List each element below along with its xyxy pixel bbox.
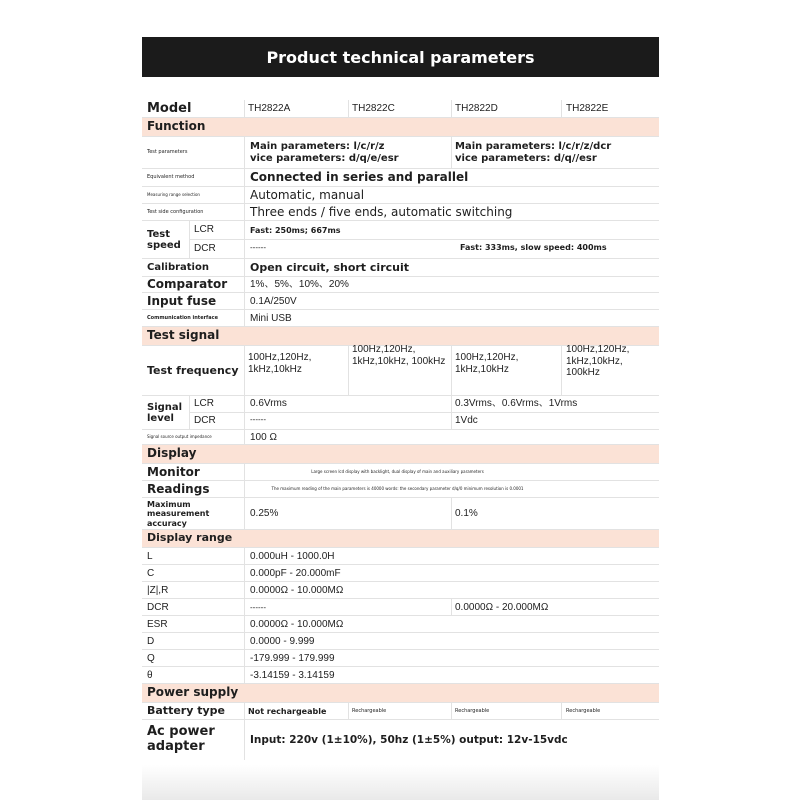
section-display-range [142,530,659,548]
test-parameters-right-main: Main parameters: l/c/r/z/dcr [455,141,612,152]
output-impedance-label: Signal source output impedance [147,434,212,440]
readings-value: The maximum reading of the main parameters is 40000 words: the secondary parameter d/q/0 minimum resolution is 0.0001 [271,486,524,492]
row-test-speed [142,221,659,259]
test-frequency-label: Test frequency [147,363,239,377]
display-range-value-right: 0.0000Ω - 20.000MΩ [455,601,549,613]
signal-level-dcr-label: DCR [194,415,216,426]
row-communication [142,310,659,327]
monitor-value: Large screen lcd display with backlight, dual display of main and auxiliary parameters [311,469,484,475]
signal-level-lcr-left: 0.6Vrms [250,398,287,409]
display-range-value: ------ [250,602,266,612]
display-range-row [142,565,659,582]
signal-level-dcr-left: ------ [250,415,266,424]
row-readings [142,481,659,498]
test-parameters-right-vice: vice parameters: d/q//esr [455,153,597,164]
battery-type-d: Rechargeable [455,707,490,714]
test-parameters-label: Test parameters [147,149,188,156]
section-power-supply-title: Power supply [147,685,239,700]
display-range-row [142,582,659,599]
bottom-fade [142,765,659,800]
test-parameters-left-main: Main parameters: l/c/r/z [250,141,385,152]
model-th2822c: TH2822C [352,103,395,115]
test-speed-dcr-label: DCR [194,243,216,254]
row-test-side [142,204,659,221]
row-max-accuracy [142,498,659,530]
calibration-value: Open circuit, short circuit [250,260,409,274]
row-ac-adapter [142,720,659,760]
test-frequency-e: 100Hz,120Hz, 1kHz,10kHz, 100kHz [566,344,630,378]
test-speed-lcr-label: LCR [194,224,215,235]
row-calibration [142,259,659,277]
test-speed-lcr-value: Fast: 250ms; 667ms [250,226,341,235]
display-range-row [142,599,659,616]
input-fuse-value: 0.1A/250V [250,295,297,307]
section-function-title: Function [147,119,206,134]
row-output-impedance [142,430,659,445]
signal-level-label: Signal level [147,401,183,424]
display-range-label: Q [147,652,155,664]
test-speed-label: Test speed [147,228,181,251]
ac-adapter-label: Ac power adapter [147,724,215,754]
section-display [142,445,659,464]
display-range-row [142,633,659,650]
section-function [142,118,659,137]
monitor-label: Monitor [147,464,200,479]
section-test-signal-title: Test signal [147,328,220,343]
row-monitor [142,464,659,481]
model-th2822d: TH2822D [455,103,498,115]
display-range-value: -3.14159 - 3.14159 [250,669,335,681]
display-range-value: 0.0000Ω - 10.000MΩ [250,584,344,596]
display-range-label: θ [147,669,153,681]
signal-level-dcr-right: 1Vdc [455,415,478,426]
battery-type-c: Rechargeable [352,707,387,714]
display-range-label: ESR [147,618,168,630]
range-selection-value: Automatic, manual [250,187,365,202]
spec-table [142,100,659,760]
model-th2822a: TH2822A [248,103,291,115]
test-frequency-c: 100Hz,120Hz, 1kHz,10kHz, 100kHz [352,344,446,367]
communication-label: Communication interface [147,314,218,321]
display-range-value: 0.0000 - 9.999 [250,635,315,647]
display-range-row [142,650,659,667]
test-frequency-d: 100Hz,120Hz, 1kHz,10kHz [455,352,519,375]
output-impedance-value: 100 Ω [250,431,277,443]
test-parameters-left-vice: vice parameters: d/q/e/esr [250,153,399,164]
readings-label: Readings [147,481,210,496]
max-accuracy-right: 0.1% [455,508,478,520]
display-range-value: 0.000uH - 1000.0H [250,550,335,562]
signal-level-lcr-right: 0.3Vrms、0.6Vrms、1Vrms [455,398,578,409]
input-fuse-label: Input fuse [147,293,217,308]
row-range-selection [142,187,659,204]
test-frequency-a: 100Hz,120Hz, 1kHz,10kHz [248,352,312,375]
section-display-range-title: Display range [147,531,233,545]
display-range-row [142,548,659,565]
display-range-value: 0.0000Ω - 10.000MΩ [250,618,344,630]
model-label: Model [147,100,192,116]
display-range-value: 0.000pF - 20.000mF [250,567,341,579]
row-test-frequency [142,346,659,396]
battery-type-label: Battery type [147,704,225,718]
battery-type-a: Not rechargeable [248,706,327,716]
display-range-label: L [147,550,153,562]
max-accuracy-label: Maximum measurement accuracy [147,500,210,528]
communication-value: Mini USB [250,312,292,324]
row-input-fuse [142,293,659,310]
signal-level-lcr-label: LCR [194,398,215,409]
display-range-row [142,616,659,633]
page-title: Product technical parameters [266,47,535,67]
page-title-banner [142,37,659,77]
section-power-supply [142,684,659,703]
model-header-row [142,100,659,118]
display-range-row [142,667,659,684]
ac-adapter-value: Input: 220v (1±10%), 50hz (1±5%) output: 12v-15vdc [250,733,568,746]
display-range-label: D [147,635,155,647]
section-display-title: Display [147,446,197,461]
row-signal-level [142,396,659,430]
comparator-label: Comparator [147,277,228,292]
display-range-value: -179.999 - 179.999 [250,652,335,664]
range-selection-label: Measuring range selection [147,192,200,198]
display-range-label: DCR [147,601,169,613]
equivalent-method-label: Equivalent method [147,174,195,181]
row-equivalent-method [142,169,659,187]
max-accuracy-left: 0.25% [250,508,279,520]
comparator-value: 1%、5%、10%、20% [250,279,349,291]
equivalent-method-value: Connected in series and parallel [250,170,469,185]
display-range-label: C [147,567,155,579]
row-comparator [142,277,659,293]
test-speed-dcr-value-right: Fast: 333ms, slow speed: 400ms [460,243,607,252]
display-range-label: |Z|,R [147,584,169,596]
test-speed-dcr-value: ------ [250,243,266,252]
row-test-parameters [142,137,659,169]
battery-type-e: Rechargeable [566,707,601,714]
test-side-label: Test side configuration [147,208,204,215]
model-th2822e: TH2822E [566,103,609,115]
row-battery-type [142,703,659,720]
display-range-rows [142,548,659,684]
calibration-label: Calibration [147,262,209,274]
test-side-value: Three ends / five ends, automatic switching [250,204,513,219]
